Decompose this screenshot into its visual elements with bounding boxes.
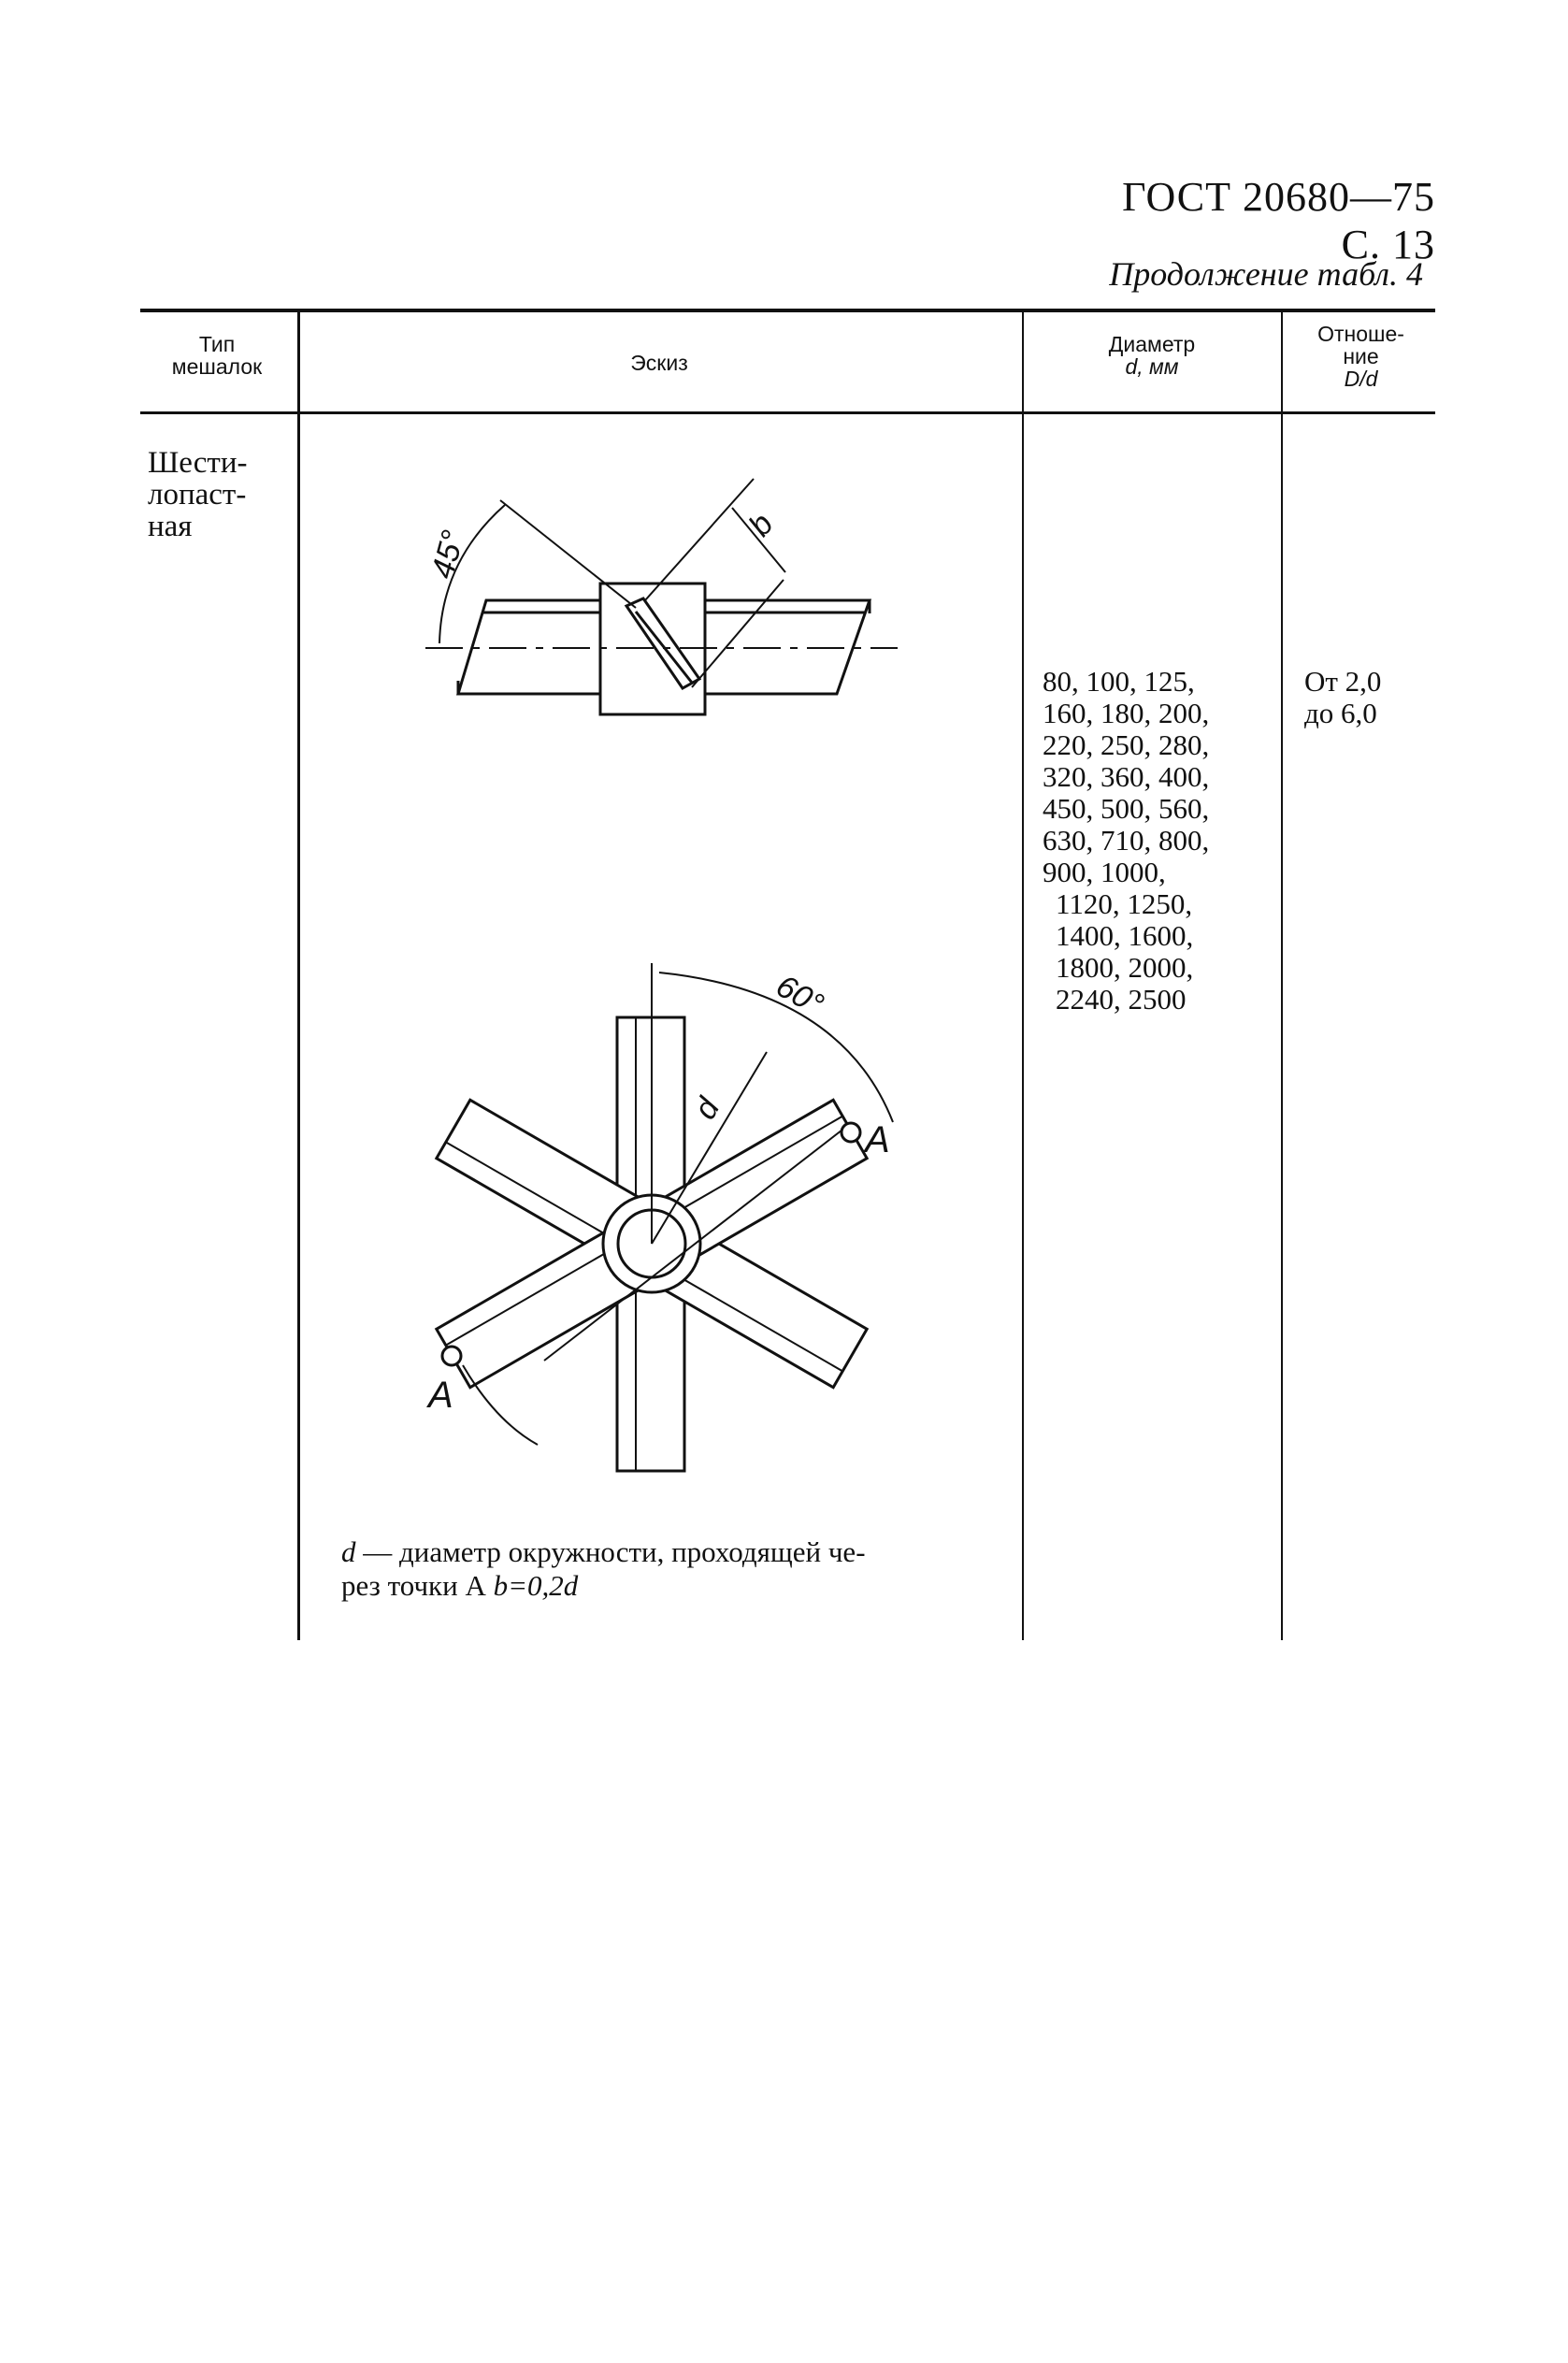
label-point-a-lower: A <box>428 1375 453 1416</box>
label-d: d <box>686 1092 727 1126</box>
diameter-values: 80, 100, 125, 160, 180, 200, 220, 250, 280, 320, 360, 400, 450, 500, 560, 630, 710, 800, 900, 1000, 1120, 1250, 1400, 1600, 1800, 2000, 2240, 2500 <box>1043 665 1210 1016</box>
sketch-caption: d — диаметр окружности, проходящей че- рез точки А b=0,2d <box>341 1535 866 1602</box>
mixer-type-name: Шести- лопаст- ная <box>148 446 248 543</box>
header-diameter: Диаметр d, мм <box>1108 332 1196 379</box>
page-header: ГОСТ 20680—75 С. 13 <box>1122 174 1435 267</box>
side-view <box>425 479 898 714</box>
label-b: b <box>741 506 781 543</box>
header-sketch: Эскиз <box>630 351 688 375</box>
label-angle-45: 45° <box>424 526 472 583</box>
point-a-upper <box>842 1123 860 1142</box>
label-point-a-upper: A <box>865 1119 890 1160</box>
header-type: Тип мешалок <box>171 332 263 379</box>
point-a-lower <box>442 1347 461 1365</box>
table-continuation-label: Продолжение табл. 4 <box>1109 255 1423 293</box>
ratio-values: От 2,0 до 6,0 <box>1304 665 1382 729</box>
header-ratio: Отноше- ние D/d <box>1317 322 1404 391</box>
top-view <box>437 963 893 1471</box>
label-angle-60: 60° <box>770 968 830 1023</box>
